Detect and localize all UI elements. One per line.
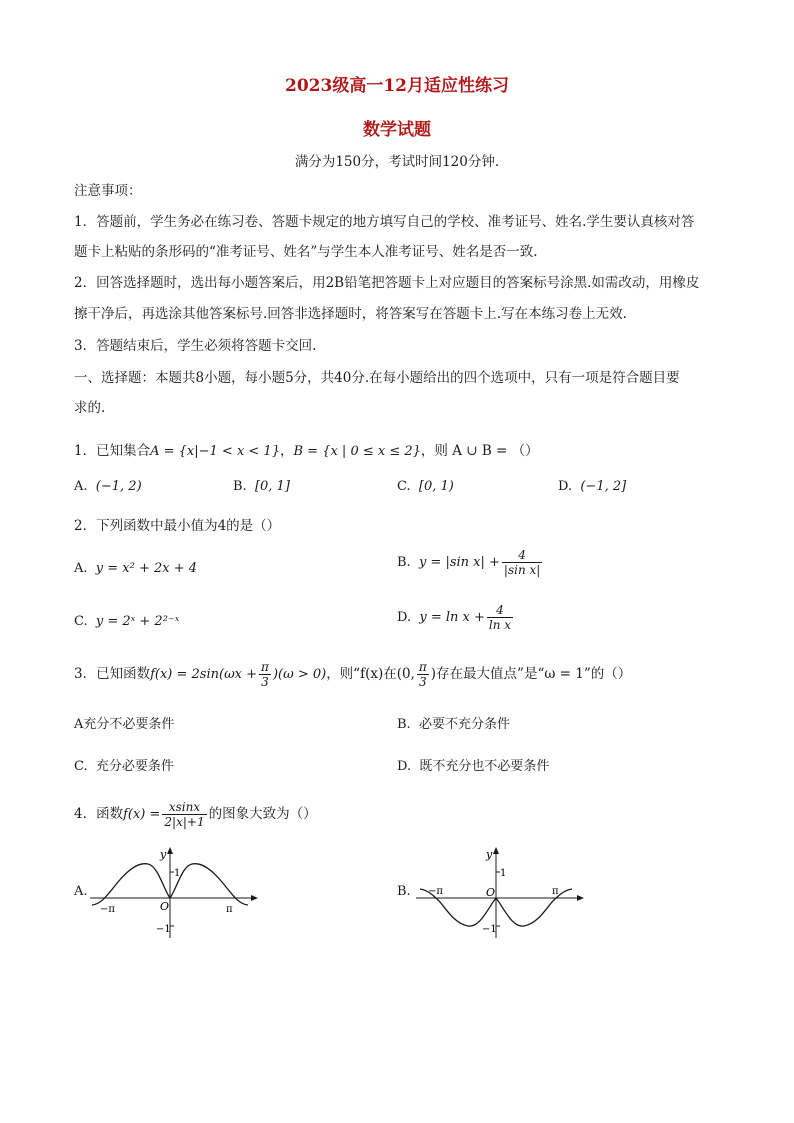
q1-separator: ， xyxy=(279,443,294,459)
note-3: 3．答题结束后，学生必须将答题卡交回. xyxy=(74,338,317,354)
q2-option-d-label: D. xyxy=(397,610,412,625)
question-1-stem xyxy=(74,441,734,462)
q1-option-d-text: (−1, 2] xyxy=(580,479,627,494)
q1-suffix: ，则 A ∪ B = （） xyxy=(420,443,539,459)
q2-option-b-numerator: 4 xyxy=(502,548,542,563)
q3-function-fraction xyxy=(259,660,271,689)
q4-a-neg-pi-label: −π xyxy=(100,904,115,915)
section-1-intro-line-1: 一、选择题：本题共8小题，每小题5分，共40分.在每小题给出的四个选项中，只有一项是符合题目要 xyxy=(74,370,680,386)
q3-function-denominator: 3 xyxy=(261,675,269,689)
q2-option-d-numerator: 4 xyxy=(487,603,513,618)
exam-title: 2023级高一12月适应性练习 xyxy=(285,76,509,96)
note-2-line-2: 擦干净后，再选涂其他答案标号.回答非选择题时，将答案写在答题卡上.写在本练习卷上无效. xyxy=(74,306,627,322)
y-axis-arrow-icon xyxy=(167,847,173,854)
q2-option-c-label: C. xyxy=(74,614,88,629)
q4-prefix: 4．函数 xyxy=(74,806,124,822)
q1-prefix: 1．已知集合 xyxy=(74,443,151,459)
y-axis-arrow-icon xyxy=(493,847,499,854)
q1-option-c-label: C. xyxy=(397,479,411,494)
q1-option-b[interactable] xyxy=(233,479,290,494)
note-1-line-1: 1．答题前，学生务必在练习卷、答题卡规定的地方填写自己的学校、准考证号、姓名.学生要认真核对答 xyxy=(74,214,695,230)
q3-function-numerator: π xyxy=(261,660,269,674)
q4-function-numerator: xsinx xyxy=(162,800,206,815)
q4-b-pi-label: π xyxy=(552,886,559,897)
q4-function: f(x) = xyxy=(123,807,161,822)
q4-a-one-label: 1 xyxy=(174,868,181,879)
q2-option-c-text: y = 2ˣ + 2²⁻ˣ xyxy=(95,614,180,629)
q4-a-y-label: y xyxy=(160,848,167,861)
q3-interval-denominator: 3 xyxy=(419,675,427,689)
q1-option-a-text: (−1, 2) xyxy=(95,479,142,494)
q1-option-d[interactable] xyxy=(558,479,626,494)
q3-middle-1: ，则“f(x)在(0, xyxy=(326,666,415,682)
notes-heading: 注意事项： xyxy=(74,183,142,199)
q3-option-c[interactable] xyxy=(74,755,174,774)
q3-option-b-text: 必要不充分条件 xyxy=(418,717,510,732)
x-axis-arrow-icon xyxy=(577,895,584,901)
q4-option-a-label[interactable]: A. xyxy=(74,884,88,899)
q1-option-a-label: A. xyxy=(74,479,88,494)
q4-function-denominator: 2|x|+1 xyxy=(164,815,205,829)
q3-option-a[interactable] xyxy=(74,713,174,732)
q2-option-b-denominator: |sin x| xyxy=(503,563,541,577)
q3-option-b[interactable] xyxy=(397,713,510,732)
q3-option-a-text: A充分不必要条件 xyxy=(74,717,175,732)
x-axis-arrow-icon xyxy=(251,895,258,901)
subject-title: 数学试题 xyxy=(363,120,431,140)
q3-option-c-label: C. xyxy=(74,759,88,774)
q4-b-origin-label: O xyxy=(486,886,496,899)
question-3-stem xyxy=(74,660,734,689)
question-2-stem: 2．下列函数中最小值为4的是（） xyxy=(74,518,281,534)
question-4-stem xyxy=(74,800,734,829)
q1-option-d-label: D. xyxy=(558,479,573,494)
q2-option-a[interactable] xyxy=(74,561,197,576)
q3-middle-2: )存在最大值点”是“ω = 1”的（） xyxy=(430,666,632,682)
q4-suffix: 的图象大致为（） xyxy=(208,806,317,822)
q3-option-d[interactable] xyxy=(397,755,549,774)
q2-option-d-fraction xyxy=(487,603,513,632)
q3-option-d-label: D. xyxy=(397,759,412,774)
q2-option-d-text: y = ln x + xyxy=(419,610,485,625)
q1-set-a: A = {x|−1 < x < 1} xyxy=(150,444,280,459)
q1-set-b: B = {x | 0 ≤ x ≤ 2} xyxy=(293,444,421,459)
q3-function: f(x) = 2sin(ωx + xyxy=(150,667,258,682)
q3-interval-numerator: π xyxy=(418,660,427,674)
q4-option-b-graph[interactable] xyxy=(414,842,594,942)
exam-duration-note: 满分为150分，考试时间120分钟. xyxy=(294,154,500,170)
q4-a-neg-one-label: −1 xyxy=(156,924,171,935)
q4-b-neg-one-label: −1 xyxy=(482,924,497,935)
q4-b-neg-pi-label: −π xyxy=(428,886,443,897)
q3-prefix: 3．已知函数 xyxy=(74,666,151,682)
note-2-line-1: 2．回答选择题时，选出每小题答案后，用2B铅笔把答题卡上对应题目的答案标号涂黑.如需改动，用橡皮 xyxy=(74,275,700,291)
q2-option-b-text: y = |sin x| + xyxy=(418,555,500,570)
note-1-line-2: 题卡上粘贴的条形码的“准考证号、姓名”与学生本人准考证号、姓名是否一致. xyxy=(74,244,538,260)
q2-option-c[interactable] xyxy=(74,614,179,629)
q2-option-a-label: A. xyxy=(74,561,88,576)
section-1-intro-line-2: 求的. xyxy=(74,400,106,416)
q3-option-d-text: 既不充分也不必要条件 xyxy=(419,759,550,774)
q2-option-b[interactable] xyxy=(397,548,544,577)
q1-option-b-text: [0, 1] xyxy=(254,479,290,494)
q2-option-b-label: B. xyxy=(397,555,411,570)
q4-option-a-graph[interactable] xyxy=(88,842,268,942)
q4-a-pi-label: π xyxy=(226,904,233,915)
q4-a-origin-label: O xyxy=(160,900,170,913)
q3-option-b-label: B. xyxy=(397,717,411,732)
q4-b-one-label: 1 xyxy=(500,868,507,879)
q3-function-condition: )(ω > 0) xyxy=(272,667,327,682)
q3-option-c-text: 充分必要条件 xyxy=(95,759,174,774)
q4-b-y-label: y xyxy=(486,848,493,861)
q1-option-a[interactable] xyxy=(74,479,142,494)
q3-interval-fraction xyxy=(417,660,429,689)
q2-option-d[interactable] xyxy=(397,603,515,632)
q1-option-c-text: [0, 1) xyxy=(418,479,454,494)
q4-option-b-label[interactable]: B. xyxy=(397,884,411,899)
q4-function-fraction xyxy=(162,800,206,829)
q1-option-b-label: B. xyxy=(233,479,247,494)
q2-option-d-denominator: ln x xyxy=(488,618,512,632)
q1-option-c[interactable] xyxy=(397,479,454,494)
q2-option-b-fraction xyxy=(502,548,542,577)
q2-option-a-text: y = x² + 2x + 4 xyxy=(95,561,198,576)
